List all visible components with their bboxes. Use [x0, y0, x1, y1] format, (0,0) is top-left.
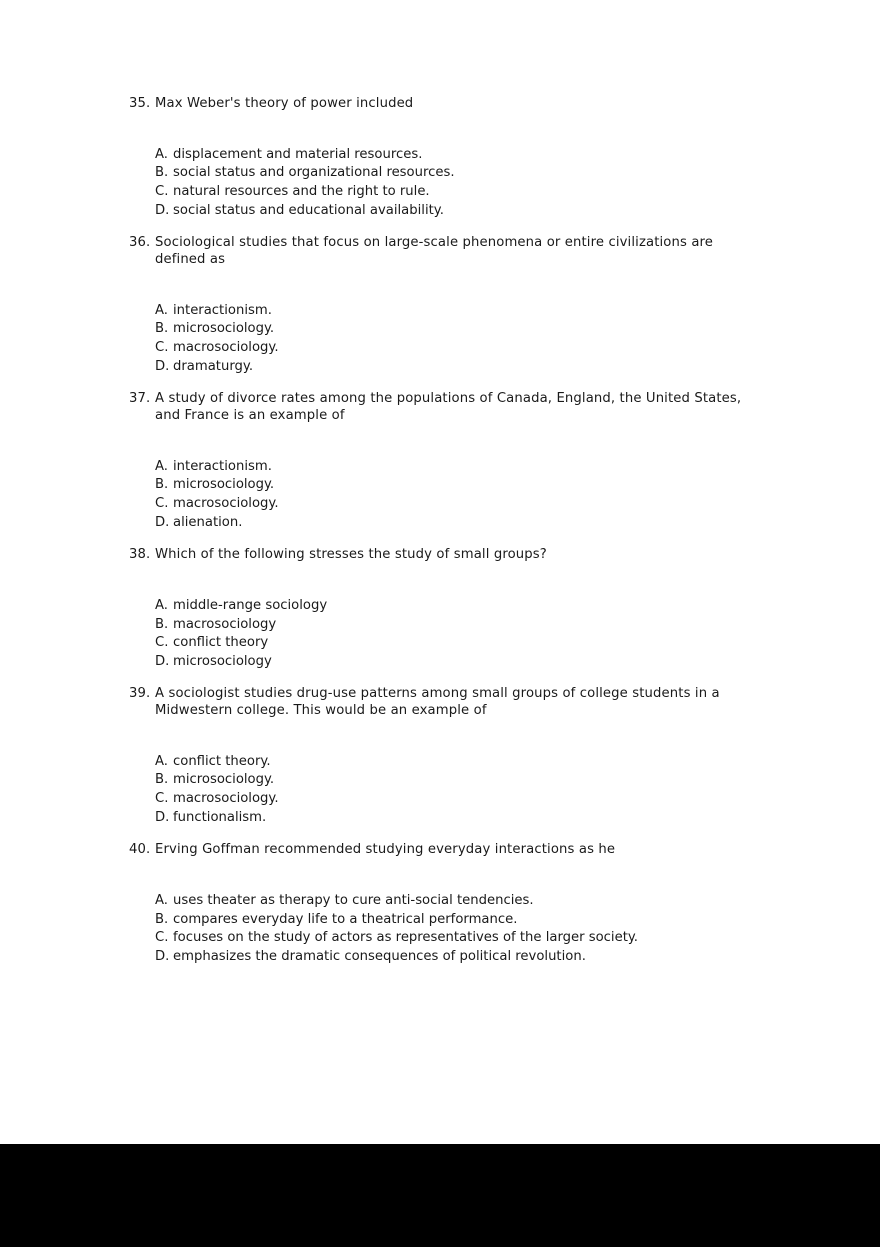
option-text: macrosociology. — [173, 791, 279, 807]
answer-option[interactable] — [155, 514, 761, 533]
option-text: microsociology — [173, 653, 272, 669]
question-block — [129, 686, 761, 842]
option-letter: A. — [155, 302, 168, 318]
option-letter: D. — [155, 202, 170, 218]
question-text: A sociologist studies drug-use patterns among small groups of college students in a Midwestern college. This would be an example of — [155, 686, 720, 719]
option-text: compares everyday life to a theatrical performance. — [173, 911, 518, 927]
question-prompt — [129, 842, 761, 859]
answer-option[interactable] — [155, 790, 761, 809]
option-letter: C. — [155, 791, 169, 807]
option-text: social status and educational availability. — [173, 202, 444, 218]
answer-option[interactable] — [155, 302, 761, 321]
option-letter: B. — [155, 772, 169, 788]
option-text: uses theater as therapy to cure anti-social tendencies. — [173, 893, 534, 909]
answer-option[interactable] — [155, 929, 761, 948]
answer-option[interactable] — [155, 339, 761, 358]
answer-option[interactable] — [155, 320, 761, 339]
option-text: social status and organizational resources. — [173, 165, 455, 181]
option-letter: C. — [155, 339, 169, 355]
answer-option[interactable] — [155, 892, 761, 911]
answer-option[interactable] — [155, 948, 761, 967]
question-text: Which of the following stresses the study of small groups? — [155, 547, 547, 563]
option-letter: A. — [155, 146, 168, 162]
option-letter: C. — [155, 930, 169, 946]
option-letter: D. — [155, 358, 170, 374]
question-prompt — [129, 235, 761, 269]
option-letter: D. — [155, 948, 170, 964]
answer-options — [129, 859, 761, 981]
option-letter: A. — [155, 458, 168, 474]
question-number: 35. — [129, 96, 151, 111]
question-list — [129, 96, 761, 981]
option-text: middle-range sociology — [173, 597, 328, 613]
option-text: microsociology. — [173, 477, 275, 493]
question-prompt — [129, 547, 761, 564]
option-letter: A. — [155, 893, 168, 909]
option-text: natural resources and the right to rule. — [173, 183, 430, 199]
question-text: Max Weber's theory of power included — [155, 96, 414, 111]
question-block — [129, 842, 761, 981]
option-text: displacement and material resources. — [173, 146, 423, 162]
option-letter: A. — [155, 753, 168, 769]
question-prompt — [129, 96, 761, 113]
answer-option[interactable] — [155, 495, 761, 514]
answer-option[interactable] — [155, 183, 761, 202]
option-letter: D. — [155, 809, 170, 825]
option-text: conflict theory. — [173, 753, 271, 769]
question-number: 36. — [129, 235, 151, 251]
answer-options — [129, 720, 761, 842]
question-text: A study of divorce rates among the populations of Canada, England, the United States, and France is an example of — [155, 391, 742, 423]
option-text: conflict theory — [173, 635, 269, 651]
question-prompt — [129, 686, 761, 720]
answer-option[interactable] — [155, 634, 761, 653]
question-block — [129, 391, 761, 547]
option-letter: D. — [155, 514, 170, 530]
answer-option[interactable] — [155, 202, 761, 221]
option-text: emphasizes the dramatic consequences of political revolution. — [173, 948, 586, 964]
answer-option[interactable] — [155, 146, 761, 165]
answer-option[interactable] — [155, 911, 761, 930]
option-text: macrosociology. — [173, 339, 279, 355]
question-number: 37. — [129, 391, 151, 407]
answer-option[interactable] — [155, 653, 761, 672]
option-text: focuses on the study of actors as representatives of the larger society. — [173, 930, 638, 946]
answer-option[interactable] — [155, 771, 761, 790]
option-letter: B. — [155, 321, 169, 337]
answer-option[interactable] — [155, 597, 761, 616]
option-text: microsociology. — [173, 772, 275, 788]
option-letter: B. — [155, 616, 169, 632]
option-letter: A. — [155, 597, 168, 613]
question-number: 40. — [129, 842, 151, 858]
question-block — [129, 235, 761, 391]
answer-option[interactable] — [155, 358, 761, 377]
answer-option[interactable] — [155, 164, 761, 183]
answer-options — [129, 564, 761, 686]
question-number: 38. — [129, 547, 151, 563]
option-text: functionalism. — [173, 809, 267, 825]
option-letter: D. — [155, 653, 170, 669]
answer-option[interactable] — [155, 476, 761, 495]
option-text: macrosociology — [173, 616, 277, 632]
option-letter: C. — [155, 635, 169, 651]
page-footer-bar — [0, 1144, 880, 1247]
answer-option[interactable] — [155, 458, 761, 477]
option-letter: B. — [155, 165, 169, 181]
answer-options — [129, 269, 761, 391]
option-letter: B. — [155, 911, 169, 927]
answer-option[interactable] — [155, 753, 761, 772]
question-number: 39. — [129, 686, 151, 702]
answer-options — [129, 113, 761, 235]
answer-options — [129, 425, 761, 547]
option-text: alienation. — [173, 514, 243, 530]
option-text: interactionism. — [173, 302, 272, 318]
answer-option[interactable] — [155, 616, 761, 635]
option-letter: C. — [155, 495, 169, 511]
option-letter: B. — [155, 477, 169, 493]
answer-option[interactable] — [155, 809, 761, 828]
question-text: Erving Goffman recommended studying everyday interactions as he — [155, 842, 616, 858]
option-text: interactionism. — [173, 458, 272, 474]
question-text: Sociological studies that focus on large-scale phenomena or entire civilizations are defined as — [155, 235, 714, 267]
question-block — [129, 96, 761, 235]
option-text: microsociology. — [173, 321, 275, 337]
question-prompt — [129, 391, 761, 425]
option-text: dramaturgy. — [173, 358, 254, 374]
option-letter: C. — [155, 183, 169, 199]
question-block — [129, 547, 761, 686]
option-text: macrosociology. — [173, 495, 279, 511]
